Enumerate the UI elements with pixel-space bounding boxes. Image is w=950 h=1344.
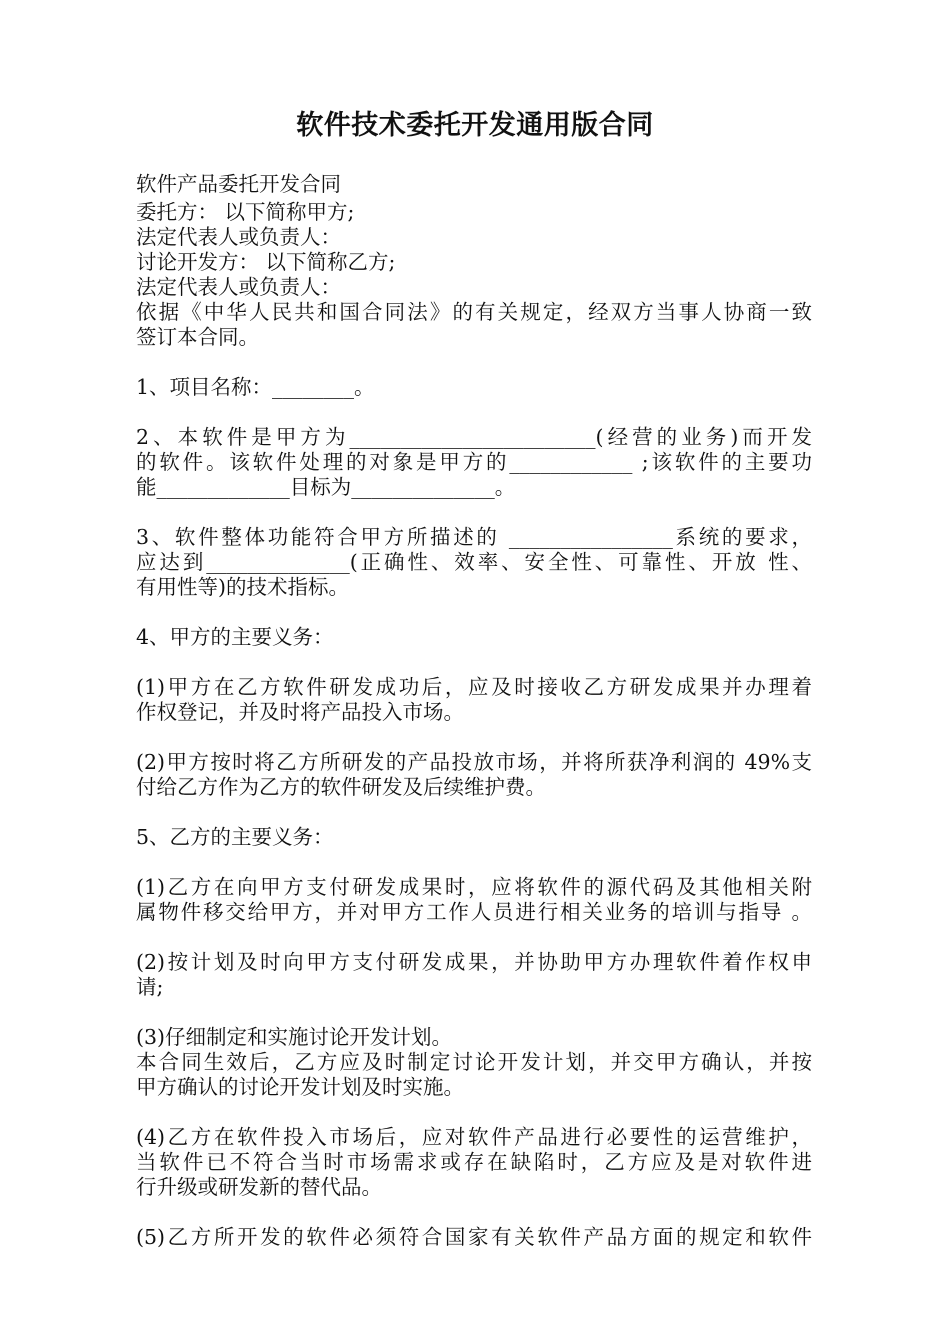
clause-4-1-line-2: 作权登记，并及时将产品投入市场。 (136, 700, 464, 724)
preamble-line-2: 签订本合同。 (136, 325, 259, 349)
party-b-line: 讨论开发方： 以下简称乙方; (136, 250, 396, 274)
party-a-representative: 法定代表人或负责人： (136, 225, 341, 249)
clause-5-4-line-2: 当软件已不符合当时市场需求或存在缺陷时，乙方应及是对软件进 (136, 1150, 812, 1174)
clause-4-1-line-1: (1)甲方在乙方软件研发成功后，应及时接收乙方研发成果并办理着 (136, 675, 812, 699)
clause-2-line-2: 的软件。该软件处理的对象是甲方的____________ ;该软件的主要功 (136, 450, 812, 474)
clause-5-3-line-2: 甲方确认的讨论开发计划及时实施。 (136, 1075, 464, 1099)
clause-5-2-line-1: (2)按计划及时向甲方支付研发成果，并协助甲方办理软件着作权申 (136, 950, 812, 974)
clause-5-1-line-1: (1)乙方在向甲方支付研发成果时，应将软件的源代码及其他相关附 (136, 875, 812, 899)
clause-5-5-line-1: (5)乙方所开发的软件必须符合国家有关软件产品方面的规定和软件 (136, 1225, 812, 1249)
clause-2-line-1: 2、本软件是甲方为________________________(经营的业务)而开发 (136, 425, 812, 449)
clause-5-1-line-2: 属物件移交给甲方，并对甲方工作人员进行相关业务的培训与指导 。 (136, 900, 812, 924)
document-title: 软件技术委托开发通用版合同 (296, 110, 654, 141)
clause-5-3-line-1: 本合同生效后，乙方应及时制定讨论开发计划，并交甲方确认，并按 (136, 1050, 812, 1074)
clause-3-line-1: 3、软件整体功能符合甲方所描述的 ________________系统的要求， (136, 525, 812, 549)
clause-4-2-line-1: (2)甲方按时将乙方所研发的产品投放市场，并将所获净利润的 49%支 (136, 750, 812, 774)
contract-subtitle: 软件产品委托开发合同 (136, 172, 341, 196)
clause-1: 1、项目名称：________。 (136, 375, 375, 399)
clause-5-2-line-2: 请; (136, 975, 164, 999)
clause-4-heading: 4、甲方的主要义务： (136, 625, 334, 649)
clause-2-line-3: 能_____________目标为______________。 (136, 475, 516, 499)
party-a-line: 委托方： 以下简称甲方; (136, 200, 355, 224)
clause-5-heading: 5、乙方的主要义务： (136, 825, 334, 849)
clause-5-3-heading: (3)仔细制定和实施讨论开发计划。 (136, 1025, 453, 1049)
preamble-line-1: 依据《中华人民共和国合同法》的有关规定，经双方当事人协商一致 (136, 300, 812, 324)
clause-3-line-2: 应达到______________(正确性、效率、安全性、可靠性、开放 性、 (136, 550, 812, 574)
clause-5-4-line-1: (4)乙方在软件投入市场后，应对软件产品进行必要性的运营维护， (136, 1125, 812, 1149)
clause-4-2-line-2: 付给乙方作为乙方的软件研发及后续维护费。 (136, 775, 546, 799)
party-b-representative: 法定代表人或负责人： (136, 275, 341, 299)
clause-3-line-3: 有用性等)的技术指标。 (136, 575, 349, 599)
clause-5-4-line-3: 行升级或研发新的替代品。 (136, 1175, 382, 1199)
